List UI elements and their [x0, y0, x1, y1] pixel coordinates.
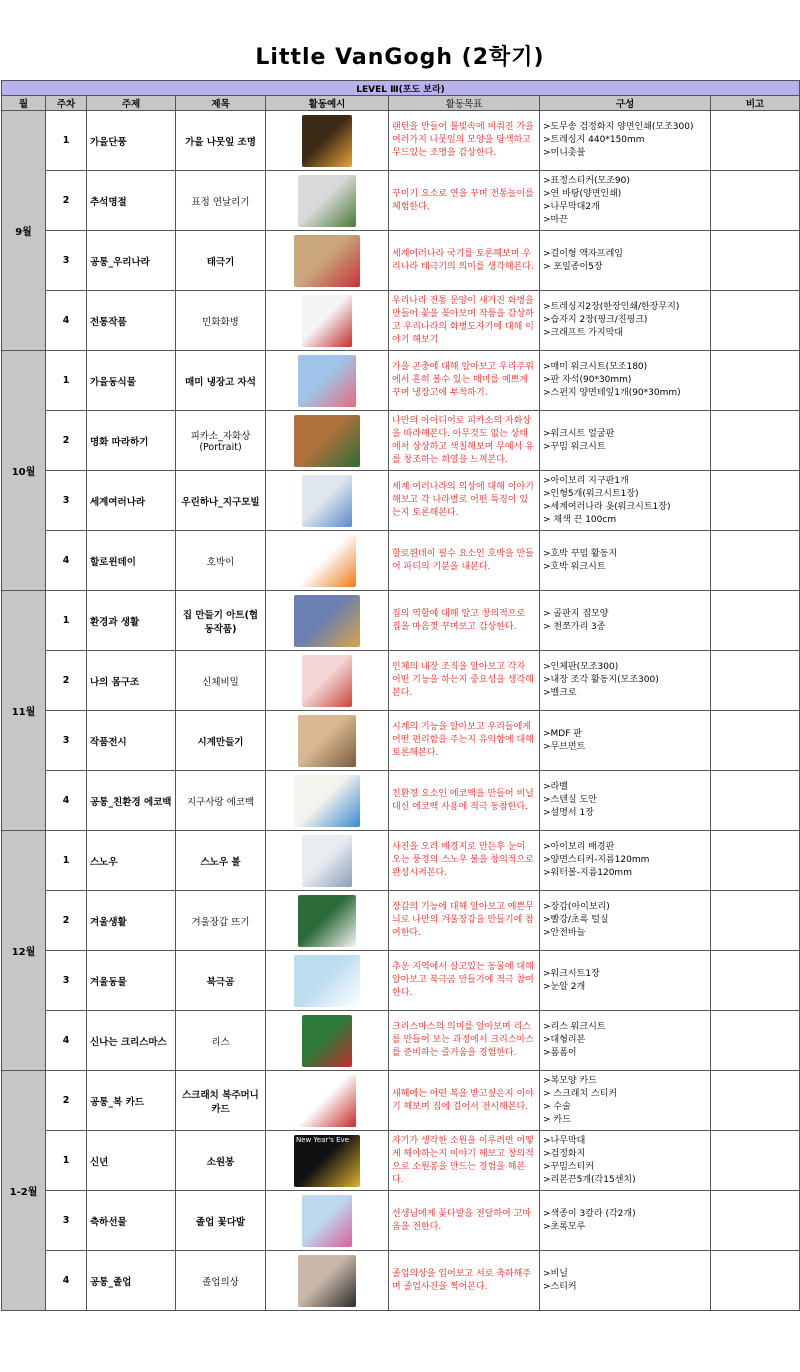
material-item: >장갑(아이보리)	[543, 902, 610, 912]
material-item: > 포일종이5장	[543, 261, 603, 272]
goal-cell: 크리스마스의 의미를 알아보며 리스를 만들어 보는 과정에서 크리스마스를 준비하는 즐거움을 경험한다.	[389, 1011, 540, 1071]
goal-cell: 세계 여러나라의 의상에 대해 이야기 해보고 각 나라별로 어떤 특징이 있는지 토론해본다.	[389, 471, 540, 531]
month-label: 9월	[2, 111, 46, 351]
goal-cell: 자기가 생각한 소원을 이루려면 어떻게 해야하는지 이야기 해보고 창의적으로 소원봉을 만드는 경험을 해본다.	[389, 1131, 540, 1191]
materials-cell	[540, 1131, 711, 1191]
title-cell: 매미 냉장고 자석	[176, 351, 266, 411]
materials-cell	[540, 1071, 711, 1131]
goal-cell: 우리나라 전통 문양이 새겨진 화병을 만들어 꽃을 꽂아보며 작품을 감상하고 우리나라의 화병도자기에 대해 이야기 해보기	[389, 291, 540, 351]
note-cell	[711, 291, 800, 351]
theme-cell: 세계여러나라	[87, 471, 176, 531]
material-item: >걸이형 액자프레임	[543, 248, 623, 259]
header-month: 월	[2, 96, 46, 111]
week-number: 4	[46, 1251, 87, 1311]
activity-photo	[266, 171, 389, 231]
note-cell	[711, 591, 800, 651]
material-item: >인형5개(워크시트1장)	[543, 488, 639, 499]
activity-photo-image	[302, 115, 352, 167]
table-row	[2, 711, 800, 771]
activity-photo-image	[298, 895, 356, 947]
theme-cell: 할로윈데이	[87, 531, 176, 591]
material-item: >리본끈5개(각15센치)	[543, 1174, 636, 1185]
theme-cell: 환경과 생활	[87, 591, 176, 651]
activity-photo-image	[302, 1015, 352, 1067]
title-cell: 졸업 꽃다발	[176, 1191, 266, 1251]
note-cell	[711, 1191, 800, 1251]
title-cell: 북극곰	[176, 951, 266, 1011]
week-number: 3	[46, 231, 87, 291]
material-item: >색종이 3칼라 (각2개)	[543, 1208, 636, 1219]
week-number: 4	[46, 771, 87, 831]
material-item: > 스크래치 스티커	[543, 1088, 618, 1099]
theme-cell: 나의 몸구조	[87, 651, 176, 711]
table-row	[2, 1071, 800, 1131]
title-cell: 리스	[176, 1011, 266, 1071]
note-cell	[711, 651, 800, 711]
theme-cell: 명화 따라하기	[87, 411, 176, 471]
note-cell	[711, 1131, 800, 1191]
theme-cell: 추석명절	[87, 171, 176, 231]
goal-cell: 꾸미기 요소로 연을 꾸며 전통놀이를 체험한다.	[389, 171, 540, 231]
table-row	[2, 411, 800, 471]
week-number: 1	[46, 351, 87, 411]
note-cell	[711, 531, 800, 591]
activity-photo-image	[294, 235, 360, 287]
title-cell: 집 만들기 아트(협동작품)	[176, 591, 266, 651]
activity-photo	[266, 1071, 389, 1131]
material-item: >세계여러나라 옷(워크시트1장)	[543, 501, 671, 512]
material-item: >마끈	[543, 214, 568, 225]
theme-cell: 겨울생활	[87, 891, 176, 951]
theme-cell: 공통_우리나라	[87, 231, 176, 291]
material-item: >초록모루	[543, 1221, 586, 1232]
material-item: >판 자석(90*30mm)	[543, 375, 632, 385]
title-cell: 우린하나_지구모빌	[176, 471, 266, 531]
header-theme: 주제	[87, 96, 176, 111]
goal-cell: 할로윈데이 필수 요소인 호박을 만들어 파티의 기분을 내본다.	[389, 531, 540, 591]
material-item: >나무막대	[543, 1135, 586, 1146]
goal-cell: 세계여러나라 국기를 토론해보며 우리나라 태극기의 의미를 생각해본다.	[389, 231, 540, 291]
activity-photo	[266, 231, 389, 291]
materials-cell	[540, 111, 711, 171]
materials-cell	[540, 1011, 711, 1071]
activity-photo	[266, 1131, 389, 1191]
table-row	[2, 1131, 800, 1191]
material-item: >워터볼-지름120mm	[543, 868, 632, 878]
activity-photo	[266, 651, 389, 711]
material-item: > 골판지 집모양	[543, 608, 609, 619]
title-cell: 겨울장갑 뜨기	[176, 891, 266, 951]
table-row	[2, 831, 800, 891]
week-number: 4	[46, 1011, 87, 1071]
week-number: 2	[46, 1071, 87, 1131]
note-cell	[711, 1071, 800, 1131]
materials-cell	[540, 771, 711, 831]
activity-photo-image	[302, 835, 352, 887]
goal-cell: 시계의 기능을 알아보고 우리들에게 어떤 편리함을 주는지 유익함에 대해 토론해본다.	[389, 711, 540, 771]
week-number: 1	[46, 831, 87, 891]
material-item: >호박 워크시트	[543, 561, 606, 572]
material-item: >스펀지 양면테잎1개(90*30mm)	[543, 388, 681, 398]
week-number: 2	[46, 891, 87, 951]
material-item: >무브먼트	[543, 741, 586, 752]
material-item: >빨강/초록 털실	[543, 915, 609, 925]
note-cell	[711, 411, 800, 471]
activity-photo	[266, 471, 389, 531]
material-item: >리스 워크시트	[543, 1022, 606, 1032]
title-cell: 스크래치 복주머니 카드	[176, 1071, 266, 1131]
note-cell	[711, 891, 800, 951]
material-item: > 천쪼가리 3종	[543, 621, 606, 632]
header-goal: 활동목표	[389, 96, 540, 111]
activity-photo-image	[298, 1075, 356, 1127]
activity-photo	[266, 1251, 389, 1311]
theme-cell: 스노우	[87, 831, 176, 891]
material-item: >워크시트1장	[543, 968, 600, 979]
note-cell	[711, 1251, 800, 1311]
material-item: >검정화지	[543, 1148, 586, 1159]
week-number: 4	[46, 531, 87, 591]
theme-cell: 축하선물	[87, 1191, 176, 1251]
material-item: >꾸밈 워크시트	[543, 441, 606, 452]
activity-photo	[266, 711, 389, 771]
theme-cell: 가을단풍	[87, 111, 176, 171]
week-number: 1	[46, 1131, 87, 1191]
header-title: 제목	[176, 96, 266, 111]
activity-photo-image	[298, 175, 356, 227]
title-cell: 스노우 볼	[176, 831, 266, 891]
month-label: 12월	[2, 831, 46, 1071]
note-cell	[711, 1011, 800, 1071]
month-label: 1-2월	[2, 1071, 46, 1311]
table-row	[2, 351, 800, 411]
material-item: >호박 꾸밈 활동지	[543, 548, 618, 559]
material-item: >워크시트 얼굴판	[543, 428, 615, 439]
material-item: >꾸밈스티커	[543, 1161, 595, 1172]
title-cell: 시계만들기	[176, 711, 266, 771]
theme-cell: 겨울동물	[87, 951, 176, 1011]
table-row	[2, 171, 800, 231]
material-item: > 수술	[543, 1101, 571, 1112]
materials-cell	[540, 291, 711, 351]
material-item: >벨크로	[543, 688, 577, 698]
title-cell: 가을 나뭇잎 조명	[176, 111, 266, 171]
header-materials: 구성	[540, 96, 711, 111]
note-cell	[711, 771, 800, 831]
activity-photo	[266, 1011, 389, 1071]
materials-cell	[540, 411, 711, 471]
title-cell: 지구사랑 에코백	[176, 771, 266, 831]
title-cell: 태극기	[176, 231, 266, 291]
photo-caption: New Year's Eve	[296, 1135, 349, 1144]
material-item: >안전바늘	[543, 928, 586, 938]
goal-cell: 가을 곤충에 대해 알아보고 우리주위에서 흔히 볼수 있는 매미를 예쁘게 꾸며 냉장고에 부착하기.	[389, 351, 540, 411]
header-week: 주차	[46, 96, 87, 111]
activity-photo-image	[294, 775, 360, 827]
material-item: >매미 워크시트(모조180)	[543, 362, 648, 372]
activity-photo-image	[294, 955, 360, 1007]
goal-cell: 친환경 요소인 에코백을 만들어 비닐 대신 에코백 사용에 적극 동참한다.	[389, 771, 540, 831]
week-number: 3	[46, 471, 87, 531]
theme-cell: 전통작품	[87, 291, 176, 351]
materials-cell	[540, 891, 711, 951]
table-row	[2, 771, 800, 831]
activity-photo-image	[294, 1135, 360, 1187]
activity-photo	[266, 111, 389, 171]
note-cell	[711, 711, 800, 771]
table-row	[2, 891, 800, 951]
goal-cell: 나만의 아이디어로 피카소의 자화상을 따라해본다. 아무것도 없는 상태에서 상상하고 색칠해보며 무에서 유를 창조하는 희열을 느껴본다.	[389, 411, 540, 471]
material-item: >폼폼이	[543, 1048, 577, 1058]
title-cell: 민화화병	[176, 291, 266, 351]
goal-cell: 선생님에게 꽃다발을 전달하여 고마움을 전한다.	[389, 1191, 540, 1251]
material-item: >복모양 카드	[543, 1075, 597, 1086]
month-label: 10월	[2, 351, 46, 591]
theme-cell: 신년	[87, 1131, 176, 1191]
materials-cell	[540, 831, 711, 891]
title-cell: 신체비밀	[176, 651, 266, 711]
goal-cell: 랜턴을 만들어 불빛속에 비춰진 가을 여러가지 나뭇잎의 모양을 탐색하고 무드있는 조명을 감상한다.	[389, 111, 540, 171]
title-cell: 호박이	[176, 531, 266, 591]
table-row	[2, 231, 800, 291]
activity-photo-image	[302, 655, 352, 707]
activity-photo	[266, 531, 389, 591]
material-item: >스텐실 도안	[543, 795, 597, 805]
title-cell: 표정 연날리기	[176, 171, 266, 231]
theme-cell: 공통_친환경 에코백	[87, 771, 176, 831]
table-row	[2, 291, 800, 351]
table-row	[2, 651, 800, 711]
month-label: 11월	[2, 591, 46, 831]
table-row	[2, 951, 800, 1011]
level-banner: LEVEL Ⅲ(포도 보라)	[2, 81, 800, 96]
materials-cell	[540, 711, 711, 771]
activity-photo-image	[302, 1195, 352, 1247]
table-row	[2, 591, 800, 651]
material-item: > 카드	[543, 1114, 571, 1125]
page-title: Little VanGogh (2학기)	[255, 45, 545, 70]
curriculum-table	[1, 80, 800, 1311]
activity-photo	[266, 831, 389, 891]
material-item: >도무송 검정화지 양면인쇄(모조300)	[543, 122, 694, 132]
note-cell	[711, 231, 800, 291]
activity-photo	[266, 951, 389, 1011]
theme-cell: 공통_복 카드	[87, 1071, 176, 1131]
material-item: > 채색 끈 100cm	[543, 514, 617, 525]
material-item: >트레싱지2장(한장인쇄/한장무지)	[543, 302, 680, 312]
table-row	[2, 531, 800, 591]
materials-cell	[540, 651, 711, 711]
header-note: 비고	[711, 96, 800, 111]
material-item: >대형리본	[543, 1035, 586, 1045]
week-number: 3	[46, 951, 87, 1011]
material-item: >MDF 판	[543, 728, 582, 739]
activity-photo	[266, 411, 389, 471]
table-row	[2, 1011, 800, 1071]
theme-cell: 작품전시	[87, 711, 176, 771]
materials-cell	[540, 171, 711, 231]
material-item: >비닐	[543, 1268, 568, 1279]
materials-cell	[540, 591, 711, 651]
activity-photo-image	[298, 535, 356, 587]
week-number: 3	[46, 1191, 87, 1251]
title-cell: 졸업의상	[176, 1251, 266, 1311]
activity-photo-image	[302, 475, 352, 527]
goal-cell: 장갑의 기능에 대해 알아보고 예쁜무늬로 나만의 겨울장갑을 만들기에 참여한다.	[389, 891, 540, 951]
activity-photo	[266, 1191, 389, 1251]
theme-cell: 공통_졸업	[87, 1251, 176, 1311]
material-item: >설명서 1장	[543, 808, 594, 818]
material-item: >라벨	[543, 782, 568, 792]
materials-cell	[540, 531, 711, 591]
activity-photo	[266, 771, 389, 831]
header-example: 활동예시	[266, 96, 389, 111]
activity-photo-image	[294, 415, 360, 467]
week-number: 2	[46, 171, 87, 231]
activity-photo-image	[298, 1255, 356, 1307]
activity-photo	[266, 891, 389, 951]
note-cell	[711, 831, 800, 891]
table-row	[2, 111, 800, 171]
material-item: >트레싱지 440*150mm	[543, 135, 645, 145]
material-item: >양면스티커-지름120mm	[543, 855, 650, 865]
week-number: 2	[46, 651, 87, 711]
goal-cell: 추운 지역에서 살고있는 동물에 대해 알아보고 북극곰 만들기에 적극 참여한다.	[389, 951, 540, 1011]
title-cell: 소원봉	[176, 1131, 266, 1191]
theme-cell: 신나는 크리스마스	[87, 1011, 176, 1071]
materials-cell	[540, 951, 711, 1011]
activity-photo-image	[294, 595, 360, 647]
material-item: >연 바탕(양면인쇄)	[543, 188, 622, 199]
materials-cell	[540, 231, 711, 291]
theme-cell: 가을동식물	[87, 351, 176, 411]
note-cell	[711, 111, 800, 171]
table-row	[2, 1251, 800, 1311]
note-cell	[711, 171, 800, 231]
material-item: >아이보리 지구판1개	[543, 475, 629, 486]
material-item: >눈알 2개	[543, 981, 586, 992]
goal-cell: 새해에는 어떤 복을 받고싶은지 이야기 해보며 집에 걸어서 전시해본다.	[389, 1071, 540, 1131]
material-item: >내장 조각 활동지(모조300)	[543, 675, 659, 685]
material-item: >인체판(모조300)	[543, 662, 619, 672]
week-number: 2	[46, 411, 87, 471]
material-item: >미니촛불	[543, 148, 586, 158]
week-number: 4	[46, 291, 87, 351]
title-cell: 피카소_자화상 (Portrait)	[176, 411, 266, 471]
week-number: 1	[46, 591, 87, 651]
week-number: 3	[46, 711, 87, 771]
note-cell	[711, 471, 800, 531]
materials-cell	[540, 471, 711, 531]
goal-cell: 졸업의상을 입어보고 서로 축하해주며 졸업사진을 찍어본다.	[389, 1251, 540, 1311]
activity-photo	[266, 591, 389, 651]
activity-photo-image	[302, 295, 352, 347]
table-row	[2, 1191, 800, 1251]
week-number: 1	[46, 111, 87, 171]
activity-photo	[266, 291, 389, 351]
activity-photo-image	[298, 355, 356, 407]
table-row	[2, 471, 800, 531]
material-item: >스티커	[543, 1281, 577, 1292]
materials-cell	[540, 1191, 711, 1251]
goal-cell: 집의 역할에 대해 알고 창의적으로 집을 마음껏 꾸며보고 감상한다.	[389, 591, 540, 651]
goal-cell: 사진을 오려 배경지로 만든후 눈이 오는 풍경의 스노우 볼을 창의적으로 완성시켜본다.	[389, 831, 540, 891]
material-item: >나무막대2개	[543, 201, 600, 212]
materials-cell	[540, 1251, 711, 1311]
note-cell	[711, 951, 800, 1011]
material-item: >아이보리 배경판	[543, 842, 615, 852]
note-cell	[711, 351, 800, 411]
material-item: >표정스티커(모조90)	[543, 175, 630, 186]
activity-photo	[266, 351, 389, 411]
material-item: >크래프트 가지막대	[543, 328, 623, 338]
goal-cell: 인체의 내장 조직을 알아보고 각자 어떤 기능을 하는지 중요성을 생각해본다.	[389, 651, 540, 711]
materials-cell	[540, 351, 711, 411]
material-item: >습자지 2장(핑크/진핑크)	[543, 315, 648, 325]
activity-photo-image	[298, 715, 356, 767]
